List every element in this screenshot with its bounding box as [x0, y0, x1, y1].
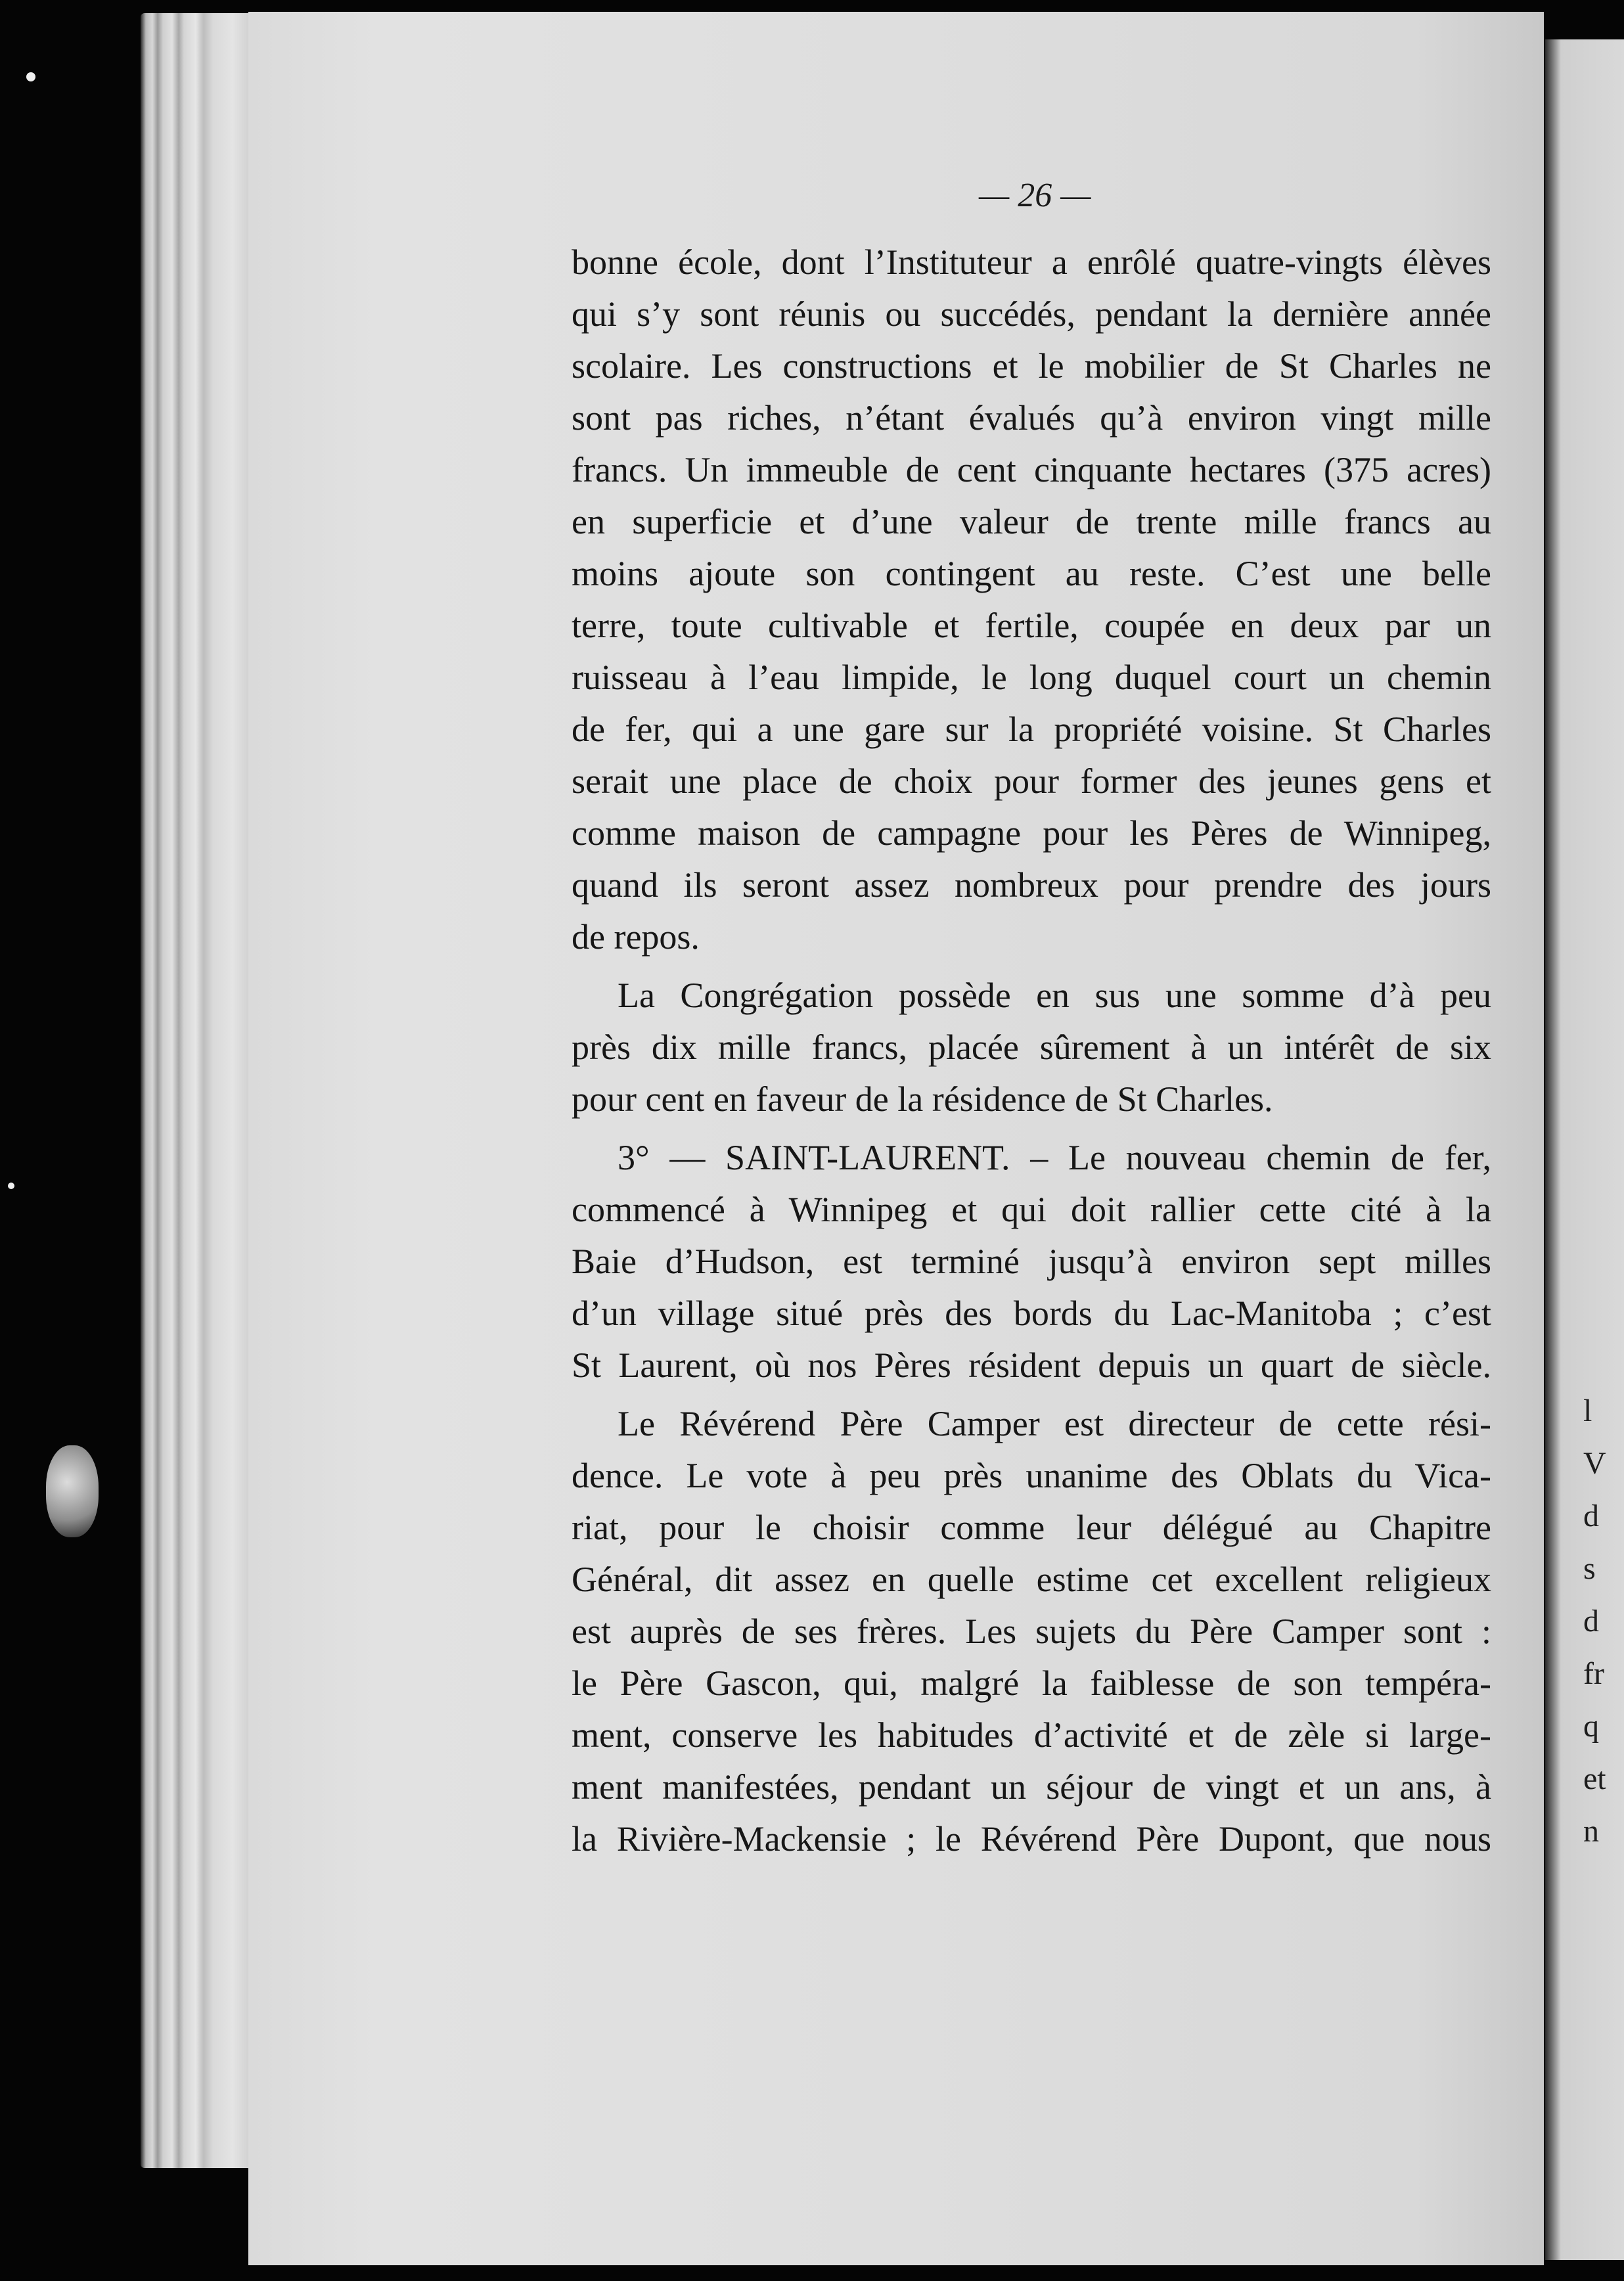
text-line: pour cent en faveur de la résidence de St Charles. [572, 1079, 1273, 1119]
text-line: bonne école, dont l’Instituteur a enrôlé quatre-vingts élèves [572, 242, 1491, 282]
text-line: ment, conserve les habitudes d’activité et de zèle si large- [572, 1715, 1491, 1755]
section-heading-line: 3° — SAINT-LAURENT. – Le nouveau chemin de fer, [618, 1138, 1491, 1177]
text-line: dence. Le vote à peu près unanime des Oblats du Vica- [572, 1456, 1491, 1495]
facing-page-fragment: s [1583, 1551, 1596, 1586]
text-line: riat, pour le choisir comme leur délégué au Chapitre [572, 1508, 1491, 1547]
scan-speck [8, 1183, 14, 1189]
body-text [572, 237, 1491, 1865]
text-line: de repos. [572, 917, 700, 957]
facing-page-fragment: q [1583, 1709, 1599, 1744]
facing-page-fragment: et [1583, 1761, 1606, 1796]
scan-speck [26, 72, 35, 81]
scan-artifact [46, 1445, 99, 1537]
text-line: ment manifestées, pendant un séjour de vingt et un ans, à [572, 1767, 1491, 1807]
text-line: terre, toute cultivable et fertile, coupée en deux par un [572, 606, 1491, 645]
text-line: serait une place de choix pour former des jeunes gens et [572, 761, 1491, 801]
facing-page-fragment: l [1583, 1393, 1592, 1428]
text-line: près dix mille francs, placée sûrement à un intérêt de six [572, 1028, 1491, 1067]
text-line: St Laurent, où nos Pères résident depuis un quart de siècle. [572, 1345, 1491, 1385]
text-line: francs. Un immeuble de cent cinquante hectares (375 acres) [572, 450, 1491, 489]
text-line: La Congrégation possède en sus une somme d’à peu [618, 976, 1491, 1015]
facing-page-fragment: V [1583, 1446, 1606, 1481]
text-line: Général, dit assez en quelle estime cet excellent religieux [572, 1560, 1491, 1599]
facing-page-fragment: fr [1583, 1656, 1604, 1691]
text-line: moins ajoute son contingent au reste. C’est une belle [572, 554, 1491, 593]
text-line: qui s’y sont réunis ou succédés, pendant la dernière année [572, 294, 1491, 334]
text-line: sont pas riches, n’étant évalués qu’à environ vingt mille [572, 398, 1491, 438]
text-line: est auprès de ses frères. Les sujets du Père Camper sont : [572, 1612, 1491, 1651]
facing-page-fragment: d [1583, 1499, 1599, 1533]
text-line: quand ils seront assez nombreux pour prendre des jours [572, 865, 1491, 905]
facing-page-fragment: n [1583, 1814, 1599, 1849]
facing-page-fragment: d [1583, 1604, 1599, 1638]
text-line: scolaire. Les constructions et le mobilier de St Charles ne [572, 346, 1491, 386]
text-line: Le Révérend Père Camper est directeur de cette rési- [618, 1404, 1491, 1443]
facing-page [1545, 39, 1624, 2260]
text-line: Baie d’Hudson, est terminé jusqu’à environ sept milles [572, 1242, 1491, 1281]
text-line: d’un village situé près des bords du Lac-Manitoba ; c’est [572, 1294, 1491, 1333]
text-line: commencé à Winnipeg et qui doit rallier cette cité à la [572, 1190, 1491, 1229]
text-line: de fer, qui a une gare sur la propriété voisine. St Charles [572, 710, 1491, 749]
text-line: la Rivière-Mackensie ; le Révérend Père Dupont, que nous [572, 1819, 1491, 1859]
text-line: le Père Gascon, qui, malgré la faiblesse de son tempéra- [572, 1663, 1491, 1703]
text-line: ruisseau à l’eau limpide, le long duquel court un chemin [572, 658, 1491, 697]
page-number: — 26 — [979, 177, 1091, 214]
text-line: comme maison de campagne pour les Pères de Winnipeg, [572, 813, 1491, 853]
text-line: en superficie et d’une valeur de trente mille francs au [572, 502, 1491, 541]
